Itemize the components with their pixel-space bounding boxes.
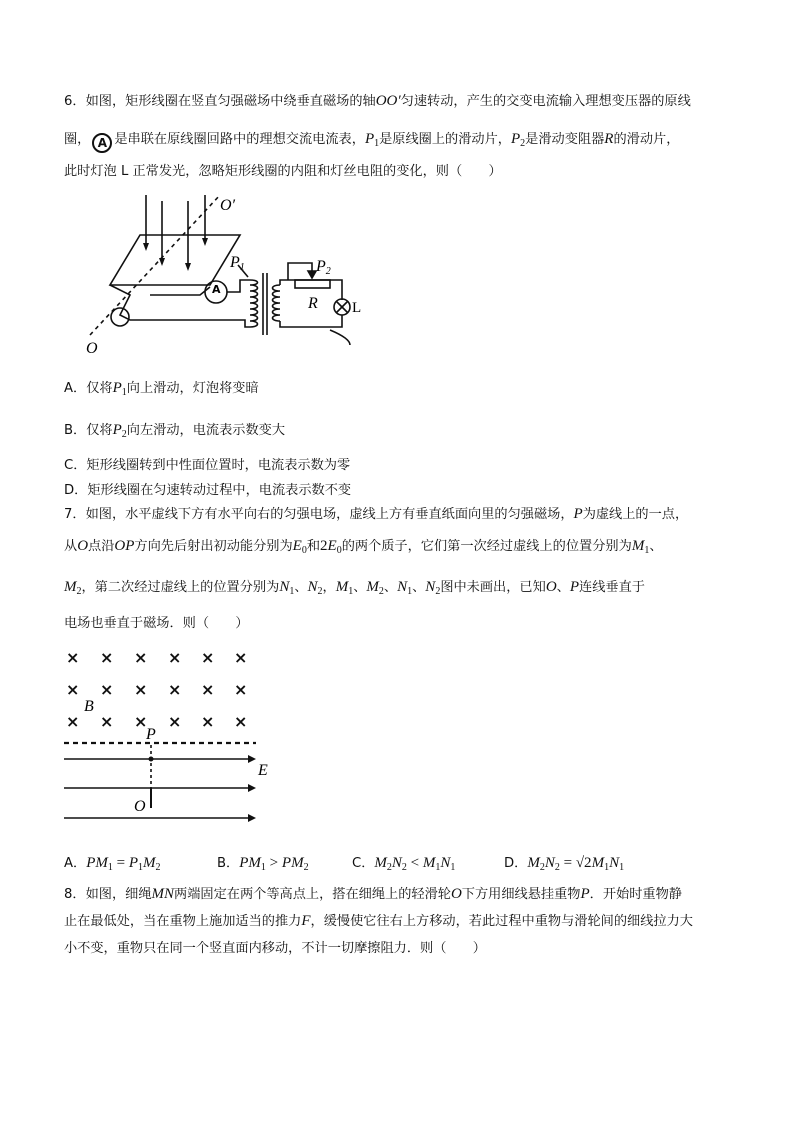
svg-text:×: × — [100, 648, 114, 667]
svg-text:O′: O′ — [220, 197, 236, 214]
svg-text:×: × — [168, 648, 182, 667]
svg-text:×: × — [66, 712, 80, 731]
svg-text:×: × — [134, 648, 148, 667]
p2-symbol: $P_2$ — [510, 131, 526, 149]
svg-text:L: L — [352, 300, 362, 316]
q7-option-d[interactable]: D．$M_2N_2 = √2M_1N_1$ — [504, 855, 625, 873]
q6-figure-transformer-circuit — [80, 185, 370, 360]
q6-option-b[interactable]: B．仅将$P_2$向左滑动，电流表示数变大 — [64, 422, 286, 440]
svg-text:×: × — [201, 680, 215, 699]
svg-text:R: R — [308, 295, 318, 312]
svg-text:×: × — [66, 680, 80, 699]
q6-option-a[interactable]: A．仅将$P_1$向上滑动，灯泡将变暗 — [64, 380, 259, 398]
svg-text:×: × — [234, 712, 248, 731]
q7-option-c[interactable]: C．$M_2N_2 < M_1N_1$ — [352, 855, 456, 873]
svg-text:×: × — [201, 648, 215, 667]
q6-stem-line-2: 圈， A 是串联在原线圈回路中的理想交流电流表，$P_1$是原线圈上的滑动片，$P_2$是滑动变阻器R的滑动片， — [64, 128, 679, 153]
svg-text:×: × — [234, 680, 248, 699]
q8-stem-line-3: 小不变，重物只在同一个竖直面内移动，不计一切摩擦阻力．则（ ） — [64, 941, 486, 956]
q7-figure-fields — [60, 643, 280, 823]
svg-text:O: O — [86, 340, 98, 357]
q8-stem-line-2: 止在最低处，当在重物上施加适当的推力F，缓慢使它往右上方移动，若此过程中重物与滑轮间的细线拉力大 — [64, 913, 693, 929]
svg-text:×: × — [234, 648, 248, 667]
q7-stem-line-4: 电场也垂直于磁场．则（ ） — [64, 616, 249, 631]
q6-stem-line-3: 此时灯泡 L 正常发光，忽略矩形线圈的内阻和灯丝电阻的变化，则（ ） — [64, 164, 502, 179]
q7-option-b[interactable]: B．$PM_1 > PM_2$ — [217, 855, 309, 873]
q7-stem-line-1: 7．如图，水平虚线下方有水平向右的匀强电场，虚线上方有垂直纸面向里的匀强磁场，P为虚线上的一点， — [64, 506, 689, 522]
svg-text:B: B — [84, 698, 94, 715]
svg-text:×: × — [134, 680, 148, 699]
ammeter-icon-letter: A — [212, 283, 221, 296]
q7-option-a[interactable]: A．$PM_1 = P_1M_2$ — [64, 855, 161, 873]
q6-option-c[interactable]: C．矩形线圈转到中性面位置时，电流表示数为零 — [64, 458, 351, 473]
q6-option-d[interactable]: D．矩形线圈在匀速转动过程中，电流表示数不变 — [64, 483, 352, 498]
label-p1: P1 — [230, 254, 245, 273]
svg-text:×: × — [134, 712, 148, 731]
label-p2: P2 — [316, 258, 331, 277]
q6-stem-line-1: 6．如图，矩形线圈在竖直匀强磁场中绕垂直磁场的轴OO′匀速转动，产生的交变电流输入理想变压器的原线 — [64, 93, 691, 109]
q7-stem-line-3: $M_2$，第二次经过虚线上的位置分别为$N_1$、$N_2$，$M_1$、$M_2$、$N_1$、$N_2$图中未画出，已知O、P连线垂直于 — [64, 579, 645, 597]
svg-text:O: O — [134, 798, 146, 815]
svg-text:×: × — [66, 648, 80, 667]
svg-text:×: × — [100, 680, 114, 699]
svg-text:×: × — [168, 712, 182, 731]
svg-text:×: × — [100, 712, 114, 731]
svg-text:×: × — [168, 680, 182, 699]
q7-stem-line-2: 从O点沿OP方向先后射出初动能分别为$E_0$和$2E_0$的两个质子，它们第一次经过虚线上的位置分别为$M_1$、 — [64, 538, 663, 556]
svg-text:P: P — [146, 726, 156, 743]
svg-text:E: E — [258, 762, 268, 779]
p1-symbol: $P_1$ — [364, 131, 380, 149]
ammeter-symbol-icon: A — [92, 133, 112, 153]
svg-text:×: × — [201, 712, 215, 731]
axis-label: OO′ — [375, 93, 401, 109]
q8-stem-line-1: 8．如图，细绳MN两端固定在两个等高点上，搭在细绳上的轻滑轮O下方用细线悬挂重物P．开始时重物静 — [64, 886, 682, 902]
